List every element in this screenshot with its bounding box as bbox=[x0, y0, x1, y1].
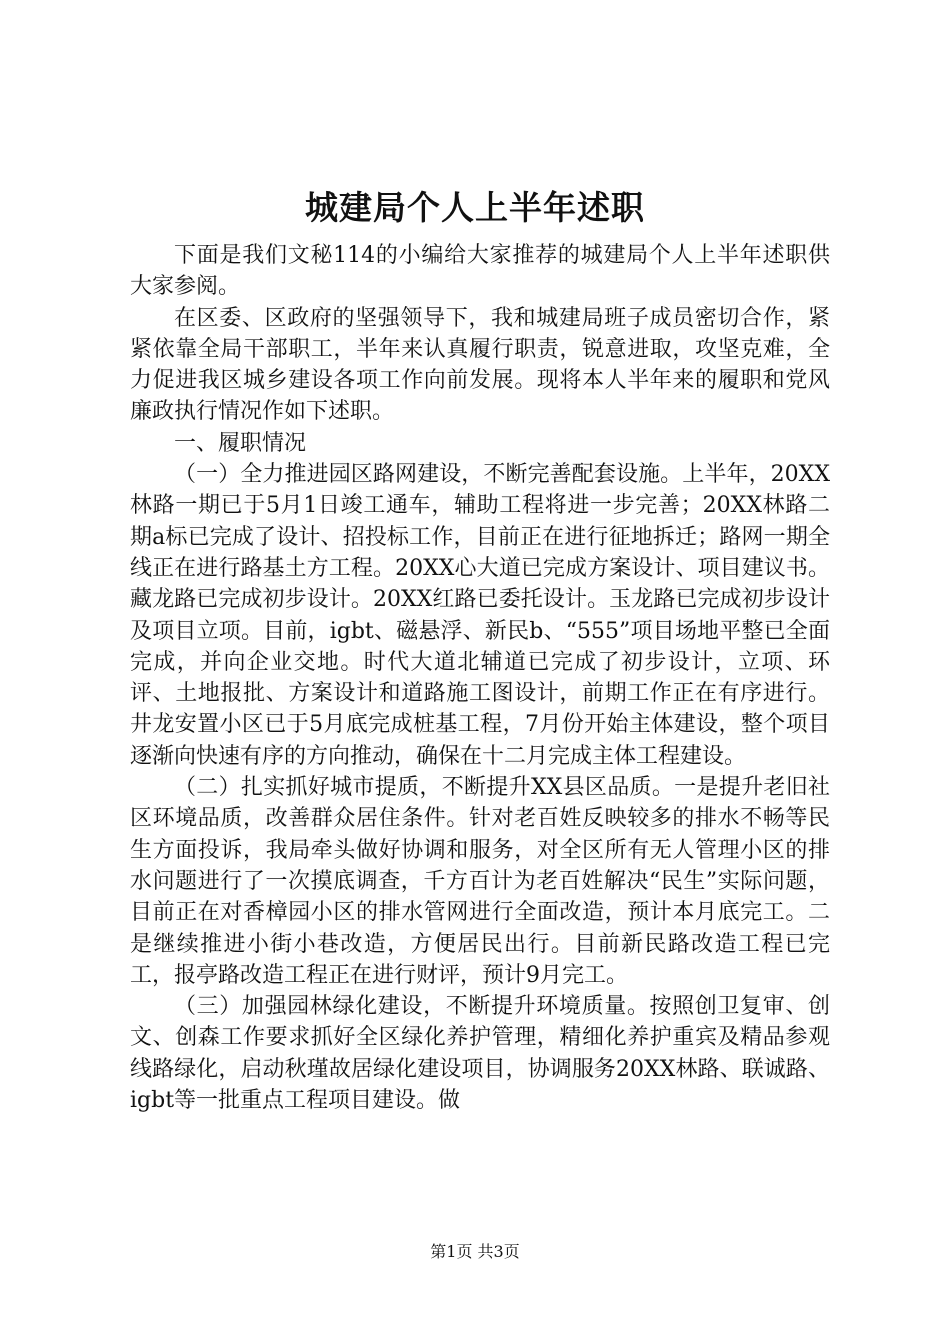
paragraph-intro: 下面是我们文秘114的小编给大家推荐的城建局个人上半年述职供大家参阅。 bbox=[130, 243, 830, 300]
paragraph-road-network: （一）全力推进园区路网建设，不断完善配套设施。上半年，20XX林路一期已于5月1日竣工通车，辅助工程将进一步完善；20XX林路二期a标已完成了设计、招投标工作，目前正在进行征地拆迁；路网一期全线正在进行路基土方工程。20XX心大道已完成方案设计、项目建议书。藏龙路已完成初步设计。20XX红路已委托设计。玉龙路已完成初步设计及项目立项。目前，igbt、磁悬浮、新民b、“555”项目场地平整已全面完成，并向企业交地。时代大道北辅道已完成了初步设计，立项、环评、土地报批、方案设计和道路施工图设计，前期工作正在有序进行。井龙安置小区已于5月底完成桩基工程，7月份开始主体建设，整个项目逐渐向快速有序的方向推动，确保在十二月完成主体工程建设。 bbox=[130, 462, 830, 769]
section-heading: 一、履职情况 bbox=[174, 430, 307, 456]
document-body bbox=[130, 240, 830, 1116]
paragraph-city-quality: （二）扎实抓好城市提质，不断提升XX县区品质。一是提升老旧社区环境品质，改善群众居住条件。针对老百姓反映较多的排水不畅等民生方面投诉，我局牵头做好协调和服务，对全区所有无人管理小区的排水问题进行了一次摸底调查，千方百计为老百姓解决“民生”实际问题，目前正在对香樟园小区的排水管网进行全面改造，预计本月底完工。二是继续推进小街小巷改造，方便居民出行。目前新民路改造工程已完工，报亭路改造工程正在进行财评，预计9月完工。 bbox=[130, 775, 830, 988]
page-footer: 第1页 共3页 bbox=[430, 1242, 520, 1261]
paragraph-overview: 在区委、区政府的坚强领导下，我和城建局班子成员密切合作，紧紧依靠全局干部职工，半年来认真履行职责，锐意进取，攻坚克难，全力促进我区城乡建设各项工作向前发展。现将本人半年来的履职和党风廉政执行情况作如下述职。 bbox=[130, 305, 830, 425]
document-title: 城建局个人上半年述职 bbox=[305, 188, 645, 227]
paragraph-greening: （三）加强园林绿化建设，不断提升环境质量。按照创卫复审、创文、创森工作要求抓好全区绿化养护管理，精细化养护重宾及精品参观线路绿化，启动秋瑾故居绿化建设项目，协调服务20XX林路、联诚路、igbt等一批重点工程项目建设。做 bbox=[130, 994, 830, 1114]
